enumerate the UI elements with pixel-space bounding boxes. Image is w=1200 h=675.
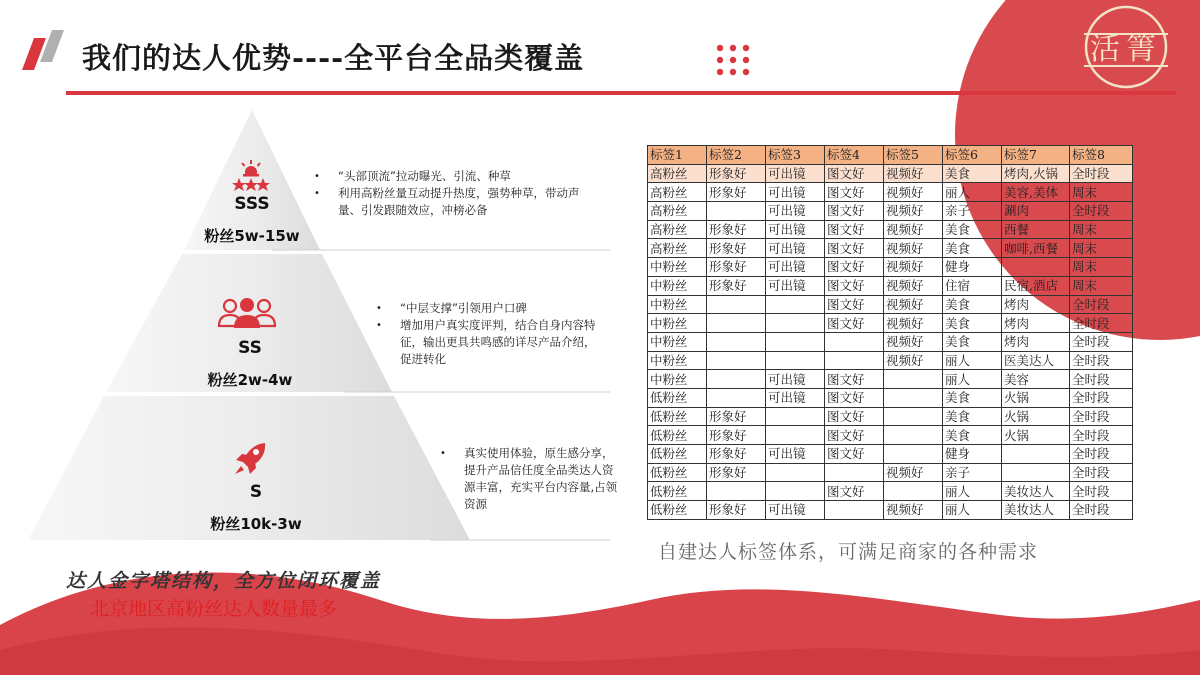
table-cell: 图文好 bbox=[825, 370, 884, 389]
table-row bbox=[648, 351, 1133, 370]
table-row bbox=[648, 202, 1133, 221]
table-cell: 周末 bbox=[1070, 258, 1133, 277]
table-cell bbox=[766, 482, 825, 501]
table-cell: 形象好 bbox=[707, 239, 766, 258]
table-cell: 视频好 bbox=[884, 202, 943, 221]
table-row bbox=[648, 388, 1133, 407]
table-cell: 丽人 bbox=[943, 482, 1002, 501]
table-cell: 可出镜 bbox=[766, 258, 825, 277]
tier-fans-s: 粉丝10k-3w bbox=[210, 515, 302, 533]
table-cell: 医美达人 bbox=[1002, 351, 1070, 370]
table-header-cell: 标签4 bbox=[825, 146, 884, 165]
table-cell: 可出镜 bbox=[766, 445, 825, 464]
table-cell: 视频好 bbox=[884, 314, 943, 333]
table-cell: 形象好 bbox=[707, 463, 766, 482]
table-cell: 周末 bbox=[1070, 239, 1133, 258]
group-users-icon bbox=[216, 296, 278, 334]
table-header-cell: 标签3 bbox=[766, 146, 825, 165]
slash-mark-2 bbox=[40, 30, 64, 62]
table-cell: 丽人 bbox=[943, 370, 1002, 389]
table-cell: 健身 bbox=[943, 445, 1002, 464]
table-cell: 全时段 bbox=[1070, 295, 1133, 314]
table-cell: 可出镜 bbox=[766, 164, 825, 183]
table-cell: 民宿,酒店 bbox=[1002, 276, 1070, 295]
table-cell: 全时段 bbox=[1070, 164, 1133, 183]
table-cell: 形象好 bbox=[707, 445, 766, 464]
tag-table-container bbox=[647, 145, 1133, 520]
table-cell: 周末 bbox=[1070, 276, 1133, 295]
table-cell: 图文好 bbox=[825, 276, 884, 295]
table-cell: 涮肉 bbox=[1002, 202, 1070, 221]
table-cell: 全时段 bbox=[1070, 407, 1133, 426]
dot-grid-decoration bbox=[717, 45, 749, 75]
table-cell: 形象好 bbox=[707, 183, 766, 202]
table-cell bbox=[884, 407, 943, 426]
table-cell: 全时段 bbox=[1070, 501, 1133, 520]
table-cell: 丽人 bbox=[943, 183, 1002, 202]
table-cell: 视频好 bbox=[884, 258, 943, 277]
tier-bullet: • 增加用户真实度评判，结合自身内容特征，输出更具共鸣感的详尽产品介绍，促进转化 bbox=[374, 317, 602, 368]
table-cell: 形象好 bbox=[707, 426, 766, 445]
table-cell bbox=[825, 501, 884, 520]
table-cell bbox=[825, 463, 884, 482]
table-cell: 形象好 bbox=[707, 258, 766, 277]
table-cell: 形象好 bbox=[707, 220, 766, 239]
table-cell: 周末 bbox=[1070, 183, 1133, 202]
table-cell bbox=[766, 407, 825, 426]
table-row bbox=[648, 463, 1133, 482]
table-cell: 视频好 bbox=[884, 276, 943, 295]
table-cell: 图文好 bbox=[825, 314, 884, 333]
table-cell: 图文好 bbox=[825, 388, 884, 407]
table-cell: 美食 bbox=[943, 295, 1002, 314]
table-cell: 中粉丝 bbox=[648, 332, 707, 351]
beijing-caption: 北京地区高粉丝达人数量最多 bbox=[90, 598, 338, 620]
table-cell bbox=[707, 482, 766, 501]
table-cell: 视频好 bbox=[884, 463, 943, 482]
table-cell bbox=[884, 445, 943, 464]
table-row bbox=[648, 482, 1133, 501]
table-cell: 高粉丝 bbox=[648, 164, 707, 183]
table-cell: 中粉丝 bbox=[648, 276, 707, 295]
rocket-icon bbox=[232, 440, 268, 482]
table-cell bbox=[766, 332, 825, 351]
pyramid-caption: 达人金字塔结构，全方位闭环覆盖 bbox=[66, 570, 382, 592]
table-cell: 全时段 bbox=[1070, 202, 1133, 221]
table-cell: 低粉丝 bbox=[648, 426, 707, 445]
table-cell: 视频好 bbox=[884, 351, 943, 370]
table-cell bbox=[1002, 445, 1070, 464]
table-cell: 可出镜 bbox=[766, 239, 825, 258]
table-cell: 高粉丝 bbox=[648, 183, 707, 202]
table-cell: 全时段 bbox=[1070, 388, 1133, 407]
tier-bullet: • “中层支撑”引领用户口碑 bbox=[374, 300, 602, 317]
table-cell: 视频好 bbox=[884, 239, 943, 258]
table-cell bbox=[884, 482, 943, 501]
table-header-cell: 标签8 bbox=[1070, 146, 1133, 165]
table-cell: 全时段 bbox=[1070, 370, 1133, 389]
tier-bullet: • 真实使用体验，原生感分享，提升产品信任度全品类达人资源丰富，充实平台内容量,占领资源 bbox=[438, 445, 618, 513]
table-cell: 中粉丝 bbox=[648, 258, 707, 277]
table-cell bbox=[884, 370, 943, 389]
table-cell: 美食 bbox=[943, 314, 1002, 333]
table-cell: 美食 bbox=[943, 220, 1002, 239]
table-cell bbox=[1002, 463, 1070, 482]
table-cell: 丽人 bbox=[943, 501, 1002, 520]
table-cell bbox=[707, 370, 766, 389]
table-cell: 可出镜 bbox=[766, 220, 825, 239]
table-cell: 火锅 bbox=[1002, 426, 1070, 445]
table-cell bbox=[707, 388, 766, 407]
table-caption: 自建达人标签体系，可满足商家的各种需求 bbox=[658, 541, 1039, 563]
table-cell: 图文好 bbox=[825, 220, 884, 239]
table-cell: 图文好 bbox=[825, 445, 884, 464]
table-cell bbox=[707, 314, 766, 333]
table-cell: 视频好 bbox=[884, 220, 943, 239]
table-cell: 全时段 bbox=[1070, 314, 1133, 333]
table-cell: 形象好 bbox=[707, 164, 766, 183]
table-cell: 可出镜 bbox=[766, 388, 825, 407]
table-cell: 中粉丝 bbox=[648, 295, 707, 314]
table-header-cell: 标签2 bbox=[707, 146, 766, 165]
table-cell: 全时段 bbox=[1070, 426, 1133, 445]
table-header-row bbox=[648, 146, 1133, 165]
table-cell: 视频好 bbox=[884, 295, 943, 314]
tier-code-sss: SSS bbox=[234, 194, 270, 214]
table-cell: 全时段 bbox=[1070, 445, 1133, 464]
table-cell: 烤肉,火锅 bbox=[1002, 164, 1070, 183]
table-cell: 全时段 bbox=[1070, 463, 1133, 482]
table-cell: 火锅 bbox=[1002, 388, 1070, 407]
table-cell bbox=[707, 351, 766, 370]
table-cell: 可出镜 bbox=[766, 276, 825, 295]
table-header-cell: 标签1 bbox=[648, 146, 707, 165]
table-cell: 亲子 bbox=[943, 202, 1002, 221]
table-cell bbox=[825, 351, 884, 370]
table-cell: 图文好 bbox=[825, 258, 884, 277]
table-row bbox=[648, 407, 1133, 426]
table-cell: 中粉丝 bbox=[648, 351, 707, 370]
table-cell bbox=[707, 202, 766, 221]
table-cell: 全时段 bbox=[1070, 482, 1133, 501]
table-cell: 西餐 bbox=[1002, 220, 1070, 239]
table-cell: 图文好 bbox=[825, 239, 884, 258]
table-row bbox=[648, 370, 1133, 389]
table-cell: 形象好 bbox=[707, 276, 766, 295]
table-cell bbox=[884, 388, 943, 407]
star-crown-icon bbox=[229, 158, 273, 196]
table-cell: 住宿 bbox=[943, 276, 1002, 295]
table-cell bbox=[766, 351, 825, 370]
table-cell: 图文好 bbox=[825, 407, 884, 426]
table-row bbox=[648, 295, 1133, 314]
table-cell: 丽人 bbox=[943, 351, 1002, 370]
tier-bullet: • “头部顶流”拉动曝光、引流、种草 bbox=[312, 168, 602, 185]
table-cell: 图文好 bbox=[825, 295, 884, 314]
table-cell: 低粉丝 bbox=[648, 388, 707, 407]
table-cell: 美食 bbox=[943, 426, 1002, 445]
table-cell bbox=[766, 426, 825, 445]
table-row bbox=[648, 239, 1133, 258]
brand-logo-text: 活箐 bbox=[1090, 32, 1162, 67]
table-row bbox=[648, 258, 1133, 277]
table-cell: 视频好 bbox=[884, 332, 943, 351]
table-cell: 美食 bbox=[943, 407, 1002, 426]
tier-code-s: S bbox=[249, 482, 263, 502]
table-cell: 美妆达人 bbox=[1002, 482, 1070, 501]
table-cell bbox=[884, 426, 943, 445]
table-cell: 烤肉 bbox=[1002, 332, 1070, 351]
table-cell: 可出镜 bbox=[766, 183, 825, 202]
table-row bbox=[648, 332, 1133, 351]
table-cell: 中粉丝 bbox=[648, 370, 707, 389]
title-underline bbox=[66, 91, 1176, 95]
table-cell: 美容 bbox=[1002, 370, 1070, 389]
table-cell: 图文好 bbox=[825, 202, 884, 221]
table-row bbox=[648, 220, 1133, 239]
table-cell: 视频好 bbox=[884, 501, 943, 520]
table-cell bbox=[766, 463, 825, 482]
tier-desc-sss bbox=[312, 168, 602, 219]
table-cell: 高粉丝 bbox=[648, 202, 707, 221]
table-row bbox=[648, 164, 1133, 183]
table-cell: 低粉丝 bbox=[648, 501, 707, 520]
table-cell: 美食 bbox=[943, 164, 1002, 183]
table-cell bbox=[1002, 258, 1070, 277]
table-cell: 图文好 bbox=[825, 426, 884, 445]
table-cell: 图文好 bbox=[825, 164, 884, 183]
tier-desc-s bbox=[438, 445, 618, 513]
table-cell: 咖啡,西餐 bbox=[1002, 239, 1070, 258]
table-row bbox=[648, 314, 1133, 333]
table-cell: 形象好 bbox=[707, 501, 766, 520]
table-cell: 图文好 bbox=[825, 482, 884, 501]
table-row bbox=[648, 426, 1133, 445]
table-cell: 低粉丝 bbox=[648, 407, 707, 426]
slash-mark-1 bbox=[22, 38, 46, 70]
table-cell: 美妆达人 bbox=[1002, 501, 1070, 520]
tier-code-ss: SS bbox=[238, 338, 262, 358]
table-cell: 美食 bbox=[943, 332, 1002, 351]
table-cell: 亲子 bbox=[943, 463, 1002, 482]
table-cell bbox=[707, 332, 766, 351]
table-cell: 低粉丝 bbox=[648, 445, 707, 464]
table-cell: 形象好 bbox=[707, 407, 766, 426]
table-cell: 健身 bbox=[943, 258, 1002, 277]
table-row bbox=[648, 183, 1133, 202]
table-cell: 美食 bbox=[943, 239, 1002, 258]
table-cell bbox=[766, 295, 825, 314]
table-cell: 图文好 bbox=[825, 183, 884, 202]
table-cell bbox=[707, 295, 766, 314]
tier-fans-ss: 粉丝2w-4w bbox=[207, 371, 293, 389]
table-header-cell: 标签7 bbox=[1002, 146, 1070, 165]
table-cell: 可出镜 bbox=[766, 370, 825, 389]
table-cell bbox=[825, 332, 884, 351]
tier-fans-sss: 粉丝5w-15w bbox=[204, 227, 300, 245]
brand-logo bbox=[1076, 4, 1176, 90]
table-cell: 低粉丝 bbox=[648, 482, 707, 501]
table-row bbox=[648, 501, 1133, 520]
tier-desc-ss bbox=[374, 300, 602, 368]
table-cell: 低粉丝 bbox=[648, 463, 707, 482]
table-cell: 美容,美体 bbox=[1002, 183, 1070, 202]
table-cell: 高粉丝 bbox=[648, 220, 707, 239]
table-cell: 美食 bbox=[943, 388, 1002, 407]
table-header-cell: 标签6 bbox=[943, 146, 1002, 165]
page-title: 我们的达人优势----全平台全品类覆盖 bbox=[82, 41, 585, 75]
table-cell: 全时段 bbox=[1070, 351, 1133, 370]
tier-bullet: • 利用高粉丝量互动提升热度，强势种草，带动声量、引发跟随效应，冲榜必备 bbox=[312, 185, 602, 219]
table-cell: 可出镜 bbox=[766, 202, 825, 221]
table-header-cell: 标签5 bbox=[884, 146, 943, 165]
table-cell: 中粉丝 bbox=[648, 314, 707, 333]
table-cell: 可出镜 bbox=[766, 501, 825, 520]
table-cell: 周末 bbox=[1070, 220, 1133, 239]
table-cell bbox=[766, 314, 825, 333]
table-row bbox=[648, 276, 1133, 295]
table-cell: 视频好 bbox=[884, 164, 943, 183]
table-cell: 烤肉 bbox=[1002, 295, 1070, 314]
table-cell: 火锅 bbox=[1002, 407, 1070, 426]
table-cell: 视频好 bbox=[884, 183, 943, 202]
table-row bbox=[648, 445, 1133, 464]
table-body bbox=[648, 164, 1133, 519]
table-cell: 烤肉 bbox=[1002, 314, 1070, 333]
tag-table bbox=[647, 145, 1133, 520]
table-cell: 高粉丝 bbox=[648, 239, 707, 258]
table-cell: 全时段 bbox=[1070, 332, 1133, 351]
